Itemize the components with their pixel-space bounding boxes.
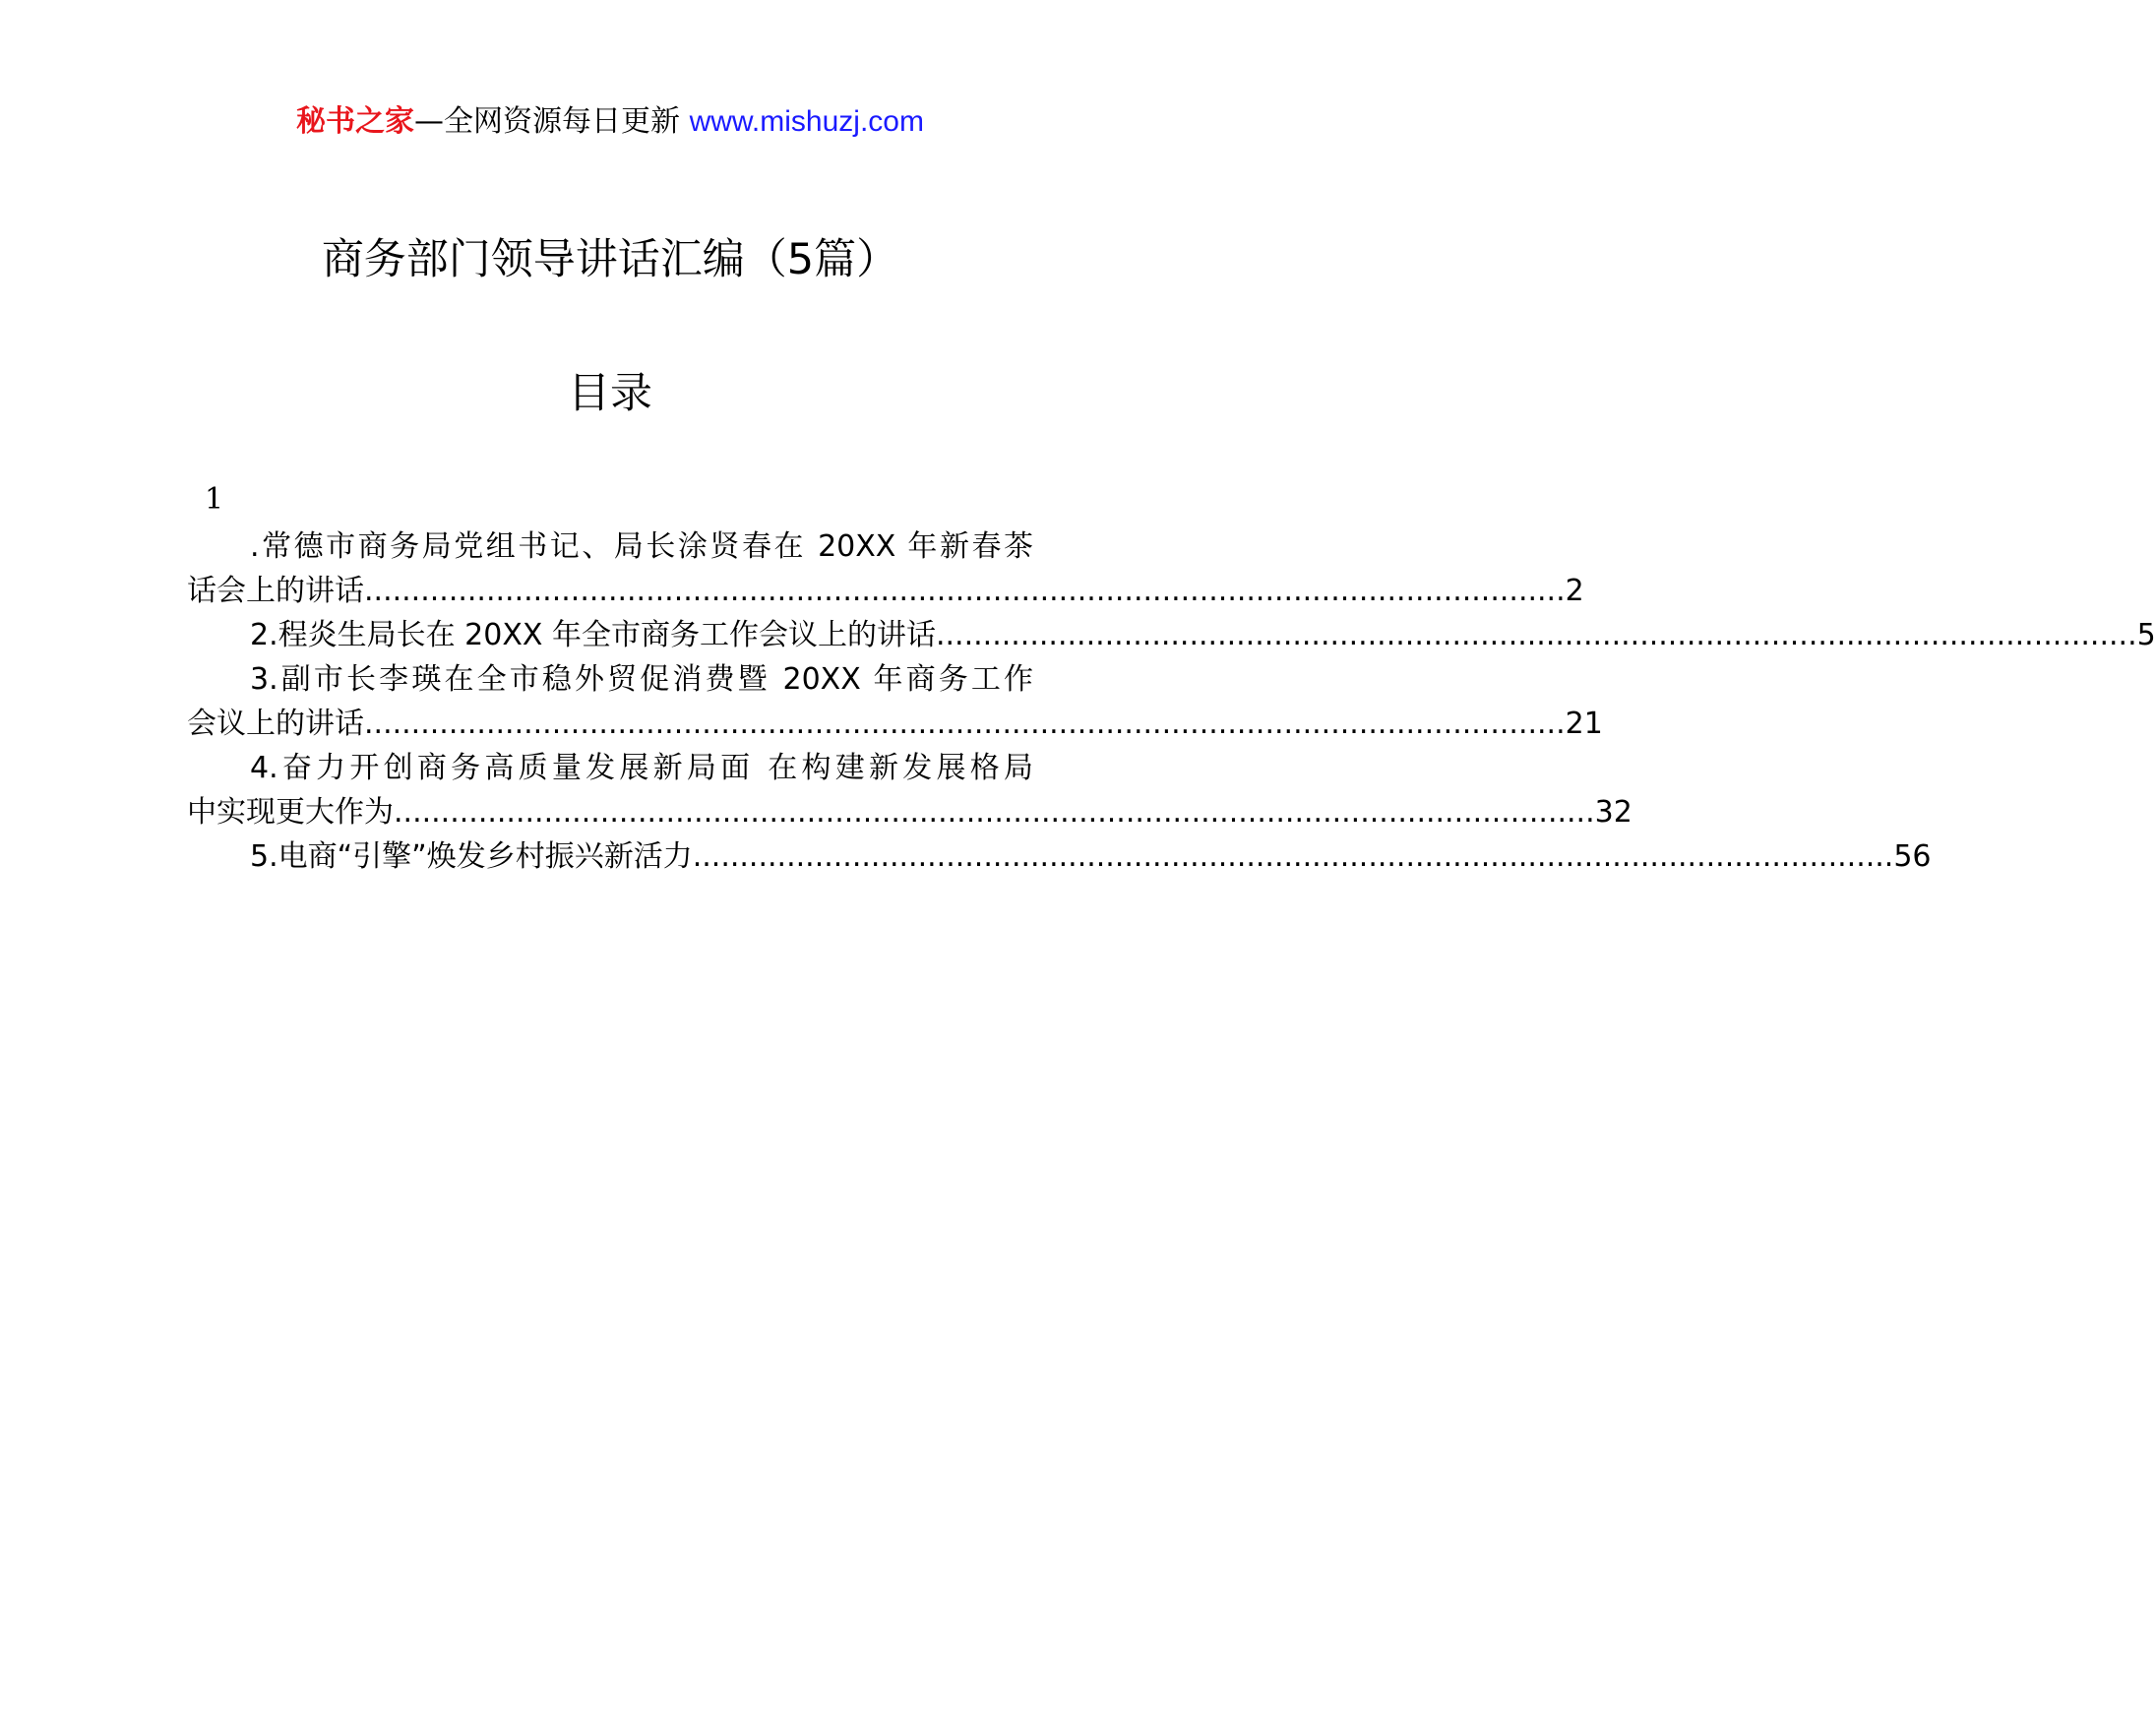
toc-page-number: 56 [1893, 839, 1932, 874]
site-tagline: —全网资源每日更新 [414, 104, 690, 139]
toc-leader-dots: ................................................................................................................................ [935, 618, 2137, 652]
toc-entry-title-line: 中实现更大作为 [187, 795, 394, 830]
toc-entry-title-line: 话会上的讲话 [187, 574, 364, 608]
toc-leader-dots: ................................................................................................................................ [692, 839, 1894, 874]
document-title: 商务部门领导讲话汇编（5篇） [321, 235, 899, 284]
toc-heading: 目录 [568, 369, 652, 418]
site-url-link[interactable]: www.mishuzj.com [689, 105, 924, 138]
toc-entry-title-line: .常德市商务局党组书记、局长涂贤春在 20XX 年新春茶 [250, 529, 1033, 564]
toc-entry-leader [187, 569, 1584, 613]
toc-entry-title-line: 4.奋力开创商务高质量发展新局面 在构建新发展格局 [250, 751, 1033, 785]
toc-entry-title-line: 2.程炎生局长在 20XX 年全市商务工作会议上的讲话 [250, 618, 936, 652]
toc-entry-title-line: 5.电商“引擎”焕发乡村振兴新活力 [250, 839, 693, 874]
table-of-contents [187, 524, 2156, 879]
toc-entry-5[interactable] [187, 834, 1932, 879]
toc-entry-3[interactable] [187, 657, 1603, 746]
toc-leader-dots: ................................................................................................................................ [394, 795, 1595, 830]
toc-entry-title-line: 会议上的讲话 [187, 707, 364, 741]
toc-entry-2[interactable] [187, 613, 2156, 657]
toc-entry-title-line: 3.副市长李瑛在全市稳外贸促消费暨 20XX 年商务工作 [250, 662, 1033, 697]
site-brand: 秘书之家 [296, 104, 415, 139]
toc-page-number: 5 [2136, 618, 2156, 652]
toc-leader-dots: ................................................................................................................................ [364, 707, 1566, 741]
toc-entry-1[interactable] [187, 524, 1584, 613]
toc-page-number: 32 [1594, 795, 1632, 830]
toc-entry-4[interactable] [187, 746, 1632, 834]
toc-entry-leader [187, 702, 1603, 746]
site-header [0, 98, 1220, 146]
toc-page-number: 2 [1565, 574, 1584, 608]
toc-leader-dots: ................................................................................................................................ [364, 574, 1566, 608]
toc-page-number: 21 [1565, 707, 1603, 741]
toc-entry-leader [187, 613, 2156, 657]
toc-entry-leader [187, 834, 1932, 879]
toc-lead-number: 1 [205, 482, 224, 517]
toc-entry-leader [187, 790, 1632, 834]
